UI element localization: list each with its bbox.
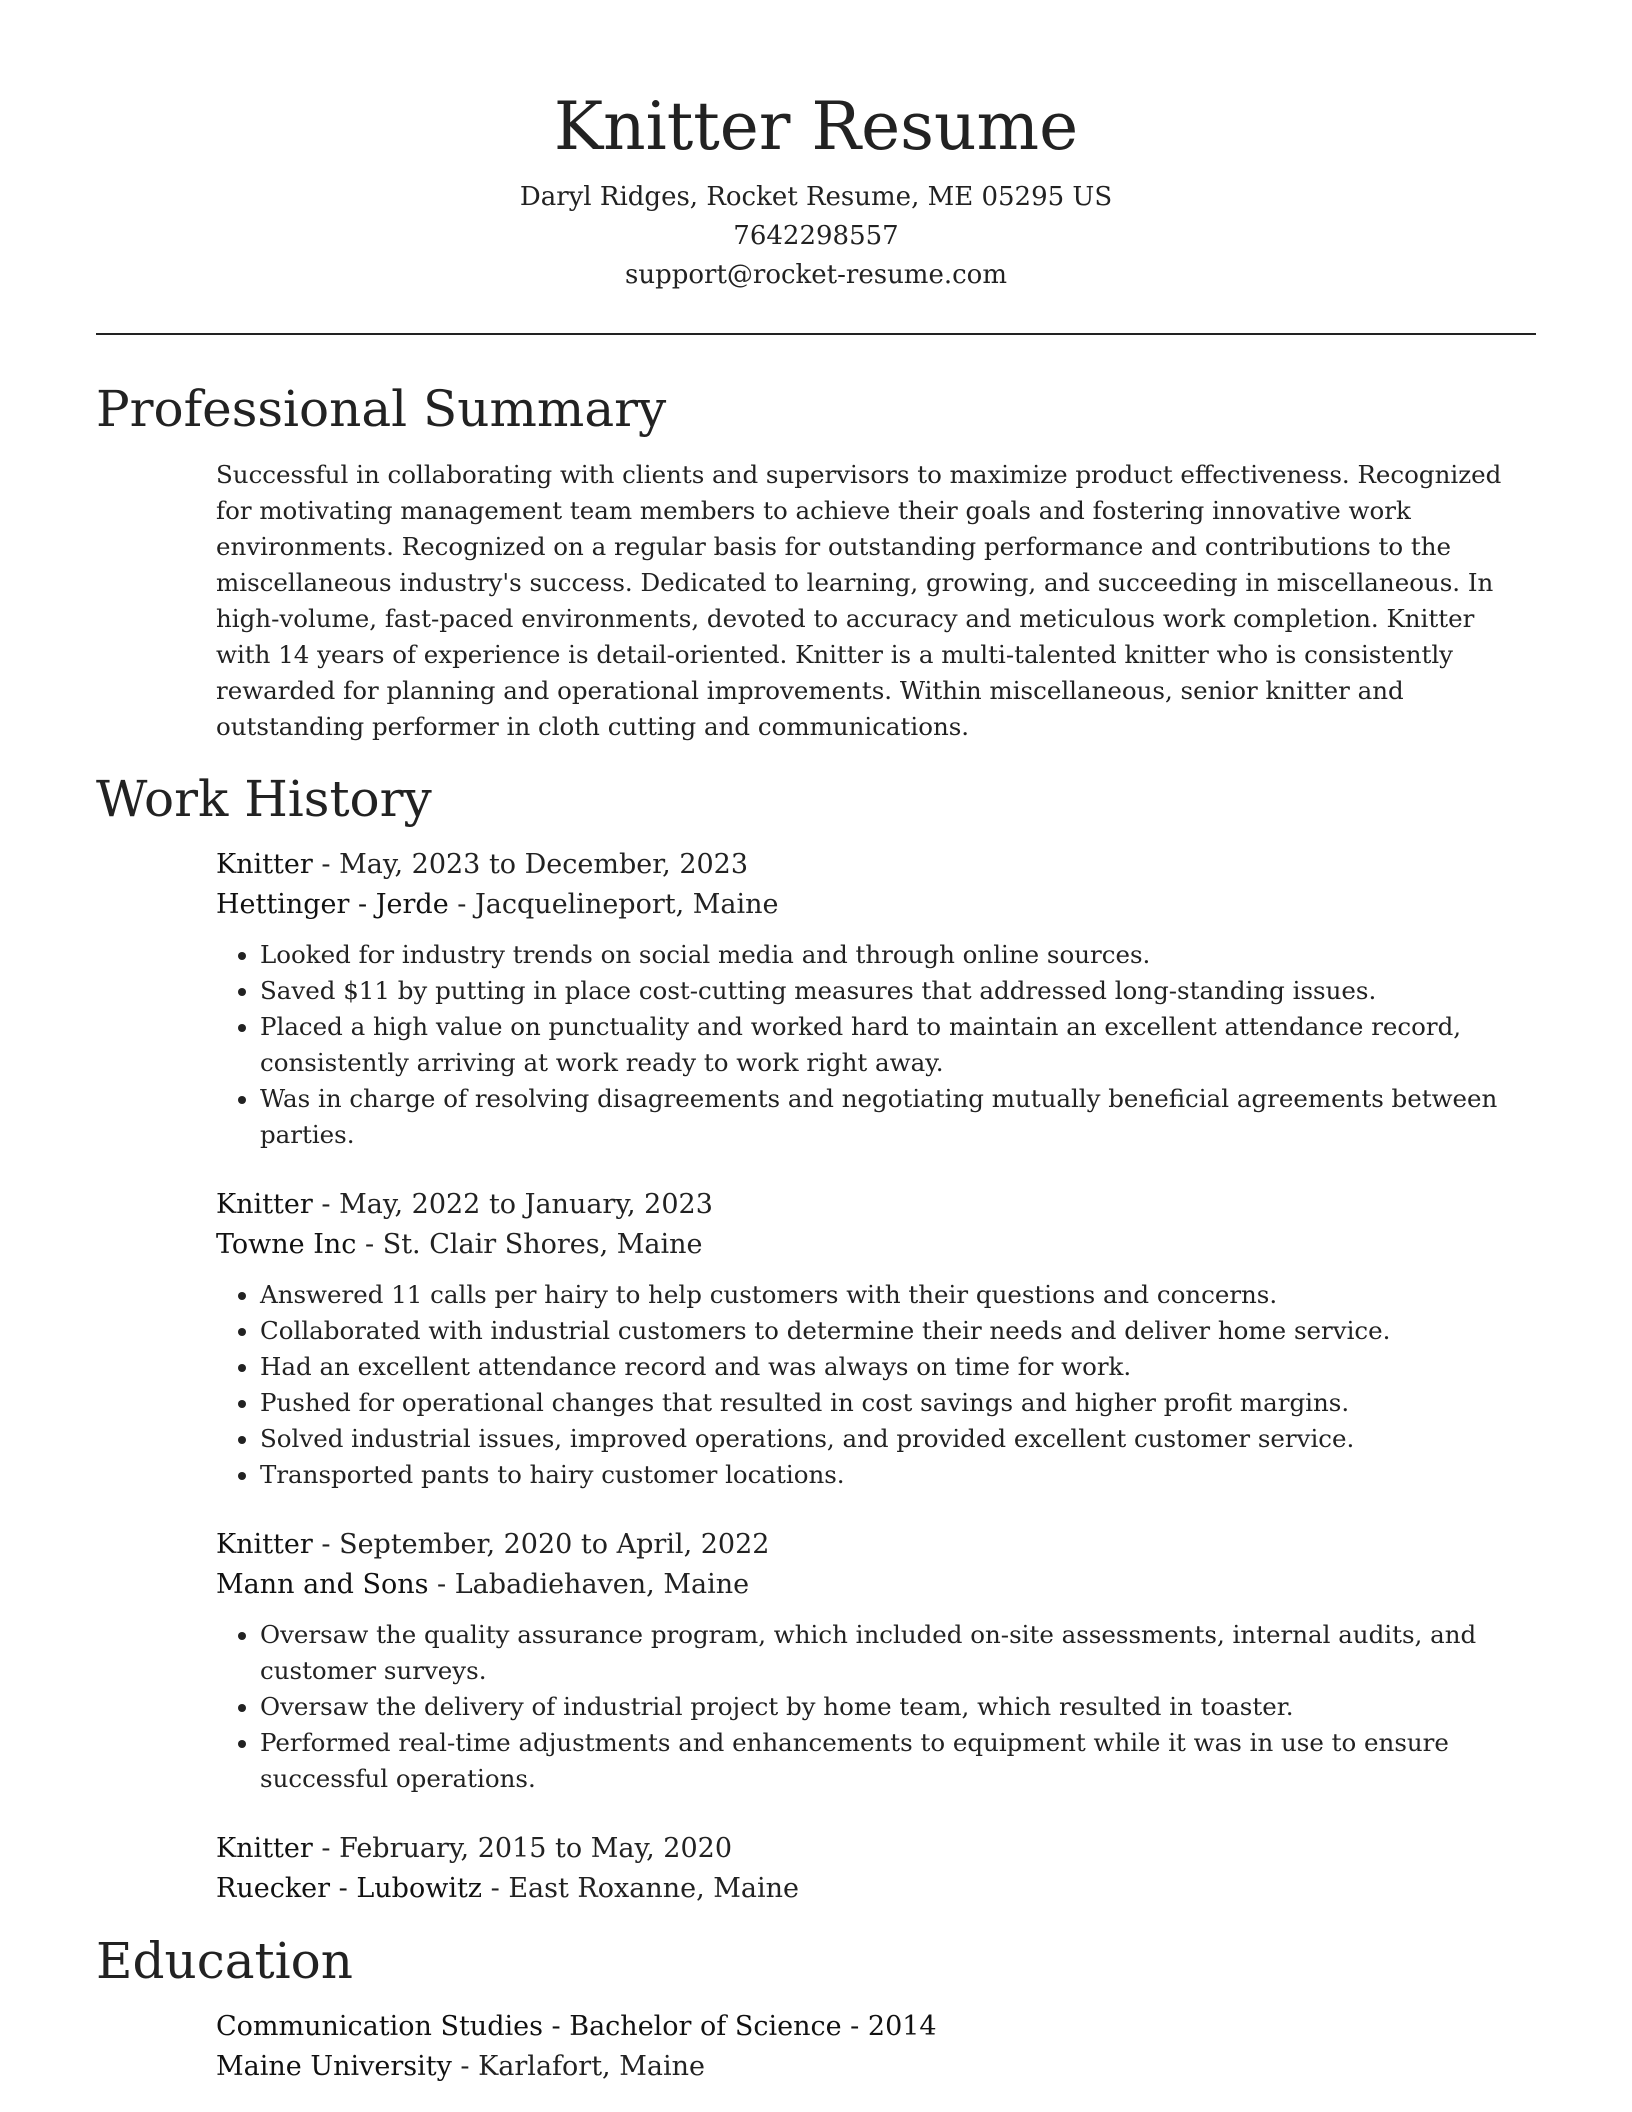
job-bullet: • Transported pants to hairy customer locations. [260,1457,1536,1493]
job-bullet: • Saved $11 by putting in place cost-cutting measures that addressed long-standing issues. [260,973,1536,1009]
job-role: Knitter [216,849,313,880]
education-heading: Education [96,1932,353,1990]
job-location: - St. Clair Shores, Maine [356,1229,703,1260]
education-school-line [216,2047,1536,2087]
job-company: Towne Inc [216,1229,357,1260]
contact-block [96,178,1536,295]
summary-section [96,379,1536,745]
education-section [96,1931,1536,2087]
job-company-line [216,1225,1536,1265]
contact-phone: 7642298557 [733,221,899,251]
header-divider [96,333,1536,335]
job-company: Mann and Sons [216,1569,429,1600]
job-bullet: • Oversaw the quality assurance program, which included on-site assessments, internal audits, and customer surveys. [260,1617,1536,1689]
job-dates: - September, 2020 to April, 2022 [312,1529,770,1560]
education-entry [216,2007,1536,2087]
contact-address: Daryl Ridges, Rocket Resume, ME 05295 US [519,182,1113,212]
job-title-line [216,1525,1536,1565]
job-title-line [216,1185,1536,1225]
job-company: Ruecker - Lubowitz [216,1873,483,1904]
job-dates: - May, 2023 to December, 2023 [312,849,749,880]
job-bullet: • Oversaw the delivery of industrial project by home team, which resulted in toaster. [260,1689,1536,1725]
job-location: - Labadiehaven, Maine [428,1569,750,1600]
job-entry [216,1525,1536,1797]
job-role: Knitter [216,1529,313,1560]
job-bullet: • Solved industrial issues, improved operations, and provided excellent customer service. [260,1421,1536,1457]
education-body [96,2007,1536,2087]
job-location: - Jacquelineport, Maine [448,889,779,920]
job-dates: - May, 2022 to January, 2023 [312,1189,713,1220]
job-bullet: • Performed real-time adjustments and enhancements to equipment while it was in use to ensure successful operations. [260,1725,1536,1797]
job-bullets [216,1617,1536,1797]
job-entry [216,1185,1536,1493]
education-school: Maine University [216,2051,452,2082]
job-entry [216,1829,1536,1909]
job-company: Hettinger - Jerde [216,889,449,920]
job-bullet: • Looked for industry trends on social media and through online sources. [260,937,1536,973]
job-bullet: • Placed a high value on punctuality and worked hard to maintain an excellent attendance record, consistently arriving at work ready to work right away. [260,1009,1536,1081]
job-company-line [216,1565,1536,1605]
job-bullet: • Had an excellent attendance record and was always on time for work. [260,1349,1536,1385]
work-history-section [96,769,1536,1909]
job-bullets [216,1277,1536,1493]
job-bullets [216,937,1536,1153]
job-title-line [216,1829,1536,1869]
summary-body [96,457,1536,745]
job-dates: - February, 2015 to May, 2020 [312,1833,732,1864]
job-entry [216,845,1536,1153]
resume-header [96,0,1536,295]
education-location: - Karlafort, Maine [451,2051,705,2082]
job-bullet: • Collaborated with industrial customers to determine their needs and deliver home service. [260,1313,1536,1349]
job-bullet: • Answered 11 calls per hairy to help customers with their questions and concerns. [260,1277,1536,1313]
resume-title: Knitter Resume [553,88,1079,165]
job-company-line [216,885,1536,925]
summary-text: Successful in collaborating with clients and supervisors to maximize product effectiveness. Recognized for motivating management team members to achieve their goals and fostering innovative work environments. Recognized on a regular basis for outstanding performance and contributions to the miscellaneous industry's success. Dedicated to learning, growing, and succeeding in miscellaneous. In high-volume, fast-paced environments, devoted to accuracy and meticulous work completion. Knitter with 14 years of experience is detail-oriented. Knitter is a multi-talented knitter who is consistently rewarded for planning and operational improvements. Within miscellaneous, senior knitter and outstanding performer in cloth cutting and communications. [216,460,1502,741]
work-history-heading: Work History [96,770,432,828]
job-role: Knitter [216,1833,313,1864]
job-company-line [216,1869,1536,1909]
education-degree-line: Communication Studies - Bachelor of Science - 2014 [216,2011,937,2042]
work-history-body [96,845,1536,1909]
job-bullet: • Pushed for operational changes that resulted in cost savings and higher profit margins. [260,1385,1536,1421]
job-role: Knitter [216,1189,313,1220]
contact-email: support@rocket-resume.com [624,260,1007,290]
job-bullet: • Was in charge of resolving disagreements and negotiating mutually beneficial agreements between parties. [260,1081,1536,1153]
job-title-line [216,845,1536,885]
job-location: - East Roxanne, Maine [482,1873,800,1904]
summary-heading: Professional Summary [96,380,667,438]
